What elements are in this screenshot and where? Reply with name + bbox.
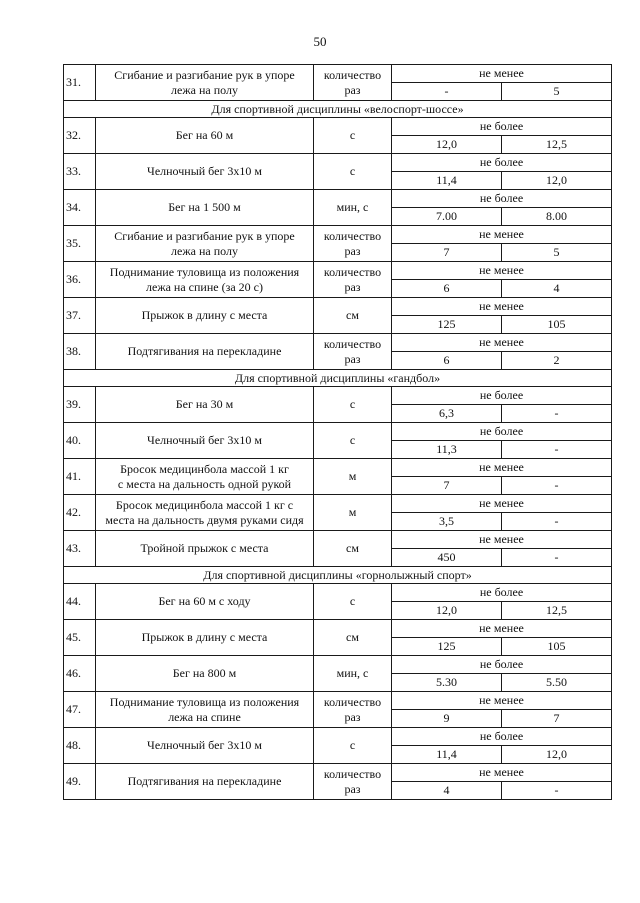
table-row (64, 226, 612, 244)
unit-line: раз (344, 781, 361, 796)
unit-line: раз (344, 82, 361, 97)
norm-condition: не более (392, 728, 612, 746)
table-row (64, 584, 612, 602)
standards-table (63, 64, 612, 800)
norm-condition: не менее (392, 692, 612, 710)
exercise-name-line: Подтягивания на перекладине (127, 344, 282, 358)
exercise-name (96, 154, 314, 190)
exercise-name-line: Подтягивания на перекладине (127, 774, 282, 788)
norm-value-2: 105 (502, 638, 612, 656)
unit-line: с (349, 164, 356, 178)
table-row (64, 459, 612, 477)
section-row (64, 101, 612, 118)
norm-value-1: 9 (392, 710, 502, 728)
table-row (64, 620, 612, 638)
exercise-name-line: лежа на полу (171, 243, 238, 258)
norm-value-1: 5.30 (392, 674, 502, 692)
exercise-name (96, 728, 314, 764)
norm-condition: не менее (392, 262, 612, 280)
exercise-name-line: лежа на спине (за 20 с) (146, 279, 263, 294)
item-number: 48. (64, 728, 96, 764)
unit-line: раз (344, 243, 361, 258)
exercise-name (96, 656, 314, 692)
unit-of-measure (314, 262, 392, 298)
exercise-name (96, 531, 314, 567)
norm-condition: не менее (392, 620, 612, 638)
unit-of-measure (314, 334, 392, 370)
norm-value-2: 12,5 (502, 136, 612, 154)
norm-value-2: 12,5 (502, 602, 612, 620)
table-row (64, 423, 612, 441)
norm-condition: не менее (392, 65, 612, 83)
unit-of-measure (314, 656, 392, 692)
section-title: Для спортивной дисциплины «горнолыжный спорт» (64, 567, 612, 584)
exercise-name (96, 423, 314, 459)
exercise-name (96, 298, 314, 334)
unit-line: количество (323, 228, 382, 243)
norm-value-2: 12,0 (502, 746, 612, 764)
exercise-name-line: места на дальность двумя руками сидя (105, 512, 304, 527)
section-title: Для спортивной дисциплины «гандбол» (64, 370, 612, 387)
unit-line: с (349, 397, 356, 411)
exercise-name-line: Челночный бег 3х10 м (147, 164, 262, 178)
unit-of-measure (314, 728, 392, 764)
norm-value-1: 6 (392, 280, 502, 298)
norm-value-1: - (392, 83, 502, 101)
norm-value-2: 7 (502, 710, 612, 728)
norm-value-1: 7 (392, 477, 502, 495)
norm-value-2: - (502, 549, 612, 567)
item-number: 44. (64, 584, 96, 620)
table-row (64, 298, 612, 316)
norm-condition: не более (392, 656, 612, 674)
exercise-name-line: Бег на 800 м (172, 666, 237, 680)
table-row (64, 65, 612, 83)
norm-condition: не более (392, 118, 612, 136)
unit-line: м (348, 469, 357, 483)
unit-line: раз (344, 709, 361, 724)
exercise-name-line: Сгибание и разгибание рук в упоре (114, 67, 295, 82)
exercise-name-line: Челночный бег 3х10 м (147, 738, 262, 752)
norm-condition: не менее (392, 531, 612, 549)
unit-of-measure (314, 692, 392, 728)
exercise-name-line: Бег на 30 м (175, 397, 234, 411)
item-number: 42. (64, 495, 96, 531)
norm-value-2: 2 (502, 352, 612, 370)
unit-line: с (349, 128, 356, 142)
exercise-name (96, 495, 314, 531)
unit-of-measure (314, 118, 392, 154)
norm-condition: не более (392, 190, 612, 208)
exercise-name (96, 764, 314, 800)
table-row (64, 262, 612, 280)
norm-value-2: - (502, 513, 612, 531)
norm-value-2: 5 (502, 244, 612, 262)
unit-of-measure (314, 459, 392, 495)
unit-line: мин, с (336, 200, 369, 214)
table-row (64, 118, 612, 136)
norm-value-1: 125 (392, 638, 502, 656)
exercise-name (96, 65, 314, 101)
item-number: 45. (64, 620, 96, 656)
norm-condition: не менее (392, 226, 612, 244)
norm-condition: не более (392, 387, 612, 405)
unit-of-measure (314, 226, 392, 262)
norm-value-2: 105 (502, 316, 612, 334)
exercise-name-line: Тройной прыжок с места (140, 541, 269, 555)
norm-value-1: 11,3 (392, 441, 502, 459)
exercise-name (96, 387, 314, 423)
exercise-name-line: Поднимание туловища из положения (109, 264, 300, 279)
exercise-name-line: Бег на 60 м (175, 128, 234, 142)
unit-of-measure (314, 298, 392, 334)
norm-condition: не менее (392, 495, 612, 513)
exercise-name (96, 190, 314, 226)
page-number: 50 (313, 34, 327, 49)
exercise-name-line: Бросок медицинбола массой 1 кг с (115, 497, 294, 512)
unit-of-measure (314, 495, 392, 531)
exercise-name-line: Бросок медицинбола массой 1 кг (120, 461, 289, 476)
exercise-name (96, 334, 314, 370)
item-number: 38. (64, 334, 96, 370)
norm-condition: не менее (392, 764, 612, 782)
unit-line: см (346, 308, 359, 322)
table-row (64, 334, 612, 352)
exercise-name-line: Прыжок в длину с места (141, 630, 268, 644)
norm-value-2: 5 (502, 83, 612, 101)
norm-value-2: 8.00 (502, 208, 612, 226)
unit-line: раз (344, 351, 361, 366)
norm-value-2: - (502, 782, 612, 800)
exercise-name-line: лежа на спине (168, 709, 241, 724)
norm-value-1: 125 (392, 316, 502, 334)
section-row (64, 370, 612, 387)
unit-of-measure (314, 620, 392, 656)
norm-condition: не более (392, 154, 612, 172)
norm-value-2: - (502, 441, 612, 459)
table-row (64, 728, 612, 746)
unit-of-measure (314, 531, 392, 567)
exercise-name (96, 620, 314, 656)
exercise-name (96, 226, 314, 262)
norm-condition: не менее (392, 459, 612, 477)
section-row (64, 567, 612, 584)
item-number: 31. (64, 65, 96, 101)
item-number: 41. (64, 459, 96, 495)
item-number: 33. (64, 154, 96, 190)
norm-value-2: - (502, 405, 612, 423)
item-number: 37. (64, 298, 96, 334)
table-row (64, 190, 612, 208)
unit-of-measure (314, 387, 392, 423)
exercise-name (96, 692, 314, 728)
norm-value-1: 12,0 (392, 136, 502, 154)
unit-line: количество (323, 766, 382, 781)
table-row (64, 387, 612, 405)
norm-value-1: 7.00 (392, 208, 502, 226)
norm-value-1: 12,0 (392, 602, 502, 620)
unit-line: раз (344, 279, 361, 294)
norm-value-1: 7 (392, 244, 502, 262)
unit-of-measure (314, 423, 392, 459)
item-number: 39. (64, 387, 96, 423)
table-row (64, 531, 612, 549)
norm-value-1: 11,4 (392, 172, 502, 190)
norm-value-1: 450 (392, 549, 502, 567)
item-number: 40. (64, 423, 96, 459)
norm-value-1: 11,4 (392, 746, 502, 764)
unit-of-measure (314, 764, 392, 800)
exercise-name-line: Бег на 1 500 м (168, 200, 241, 214)
exercise-name (96, 459, 314, 495)
norm-value-2: 12,0 (502, 172, 612, 190)
item-number: 32. (64, 118, 96, 154)
norm-condition: не более (392, 423, 612, 441)
standards-table-body (64, 65, 612, 800)
item-number: 47. (64, 692, 96, 728)
table-row (64, 495, 612, 513)
unit-line: мин, с (336, 666, 369, 680)
norm-condition: не более (392, 584, 612, 602)
section-title: Для спортивной дисциплины «велоспорт-шоссе» (64, 101, 612, 118)
unit-line: количество (323, 694, 382, 709)
norm-condition: не менее (392, 334, 612, 352)
exercise-name-line: Бег на 60 м с ходу (158, 594, 251, 608)
table-row (64, 692, 612, 710)
norm-value-1: 6,3 (392, 405, 502, 423)
exercise-name (96, 262, 314, 298)
unit-line: м (348, 505, 357, 519)
item-number: 49. (64, 764, 96, 800)
norm-condition: не менее (392, 298, 612, 316)
norm-value-2: - (502, 477, 612, 495)
table-row (64, 764, 612, 782)
unit-line: количество (323, 264, 382, 279)
exercise-name-line: лежа на полу (171, 82, 238, 97)
norm-value-2: 4 (502, 280, 612, 298)
item-number: 36. (64, 262, 96, 298)
exercise-name (96, 584, 314, 620)
exercise-name (96, 118, 314, 154)
table-row (64, 656, 612, 674)
unit-line: с (349, 594, 356, 608)
unit-line: с (349, 433, 356, 447)
unit-line: с (349, 738, 356, 752)
unit-line: см (346, 541, 359, 555)
exercise-name-line: Прыжок в длину с места (141, 308, 268, 322)
unit-line: см (346, 630, 359, 644)
item-number: 34. (64, 190, 96, 226)
exercise-name-line: Челночный бег 3х10 м (147, 433, 262, 447)
norm-value-1: 4 (392, 782, 502, 800)
table-row (64, 154, 612, 172)
item-number: 43. (64, 531, 96, 567)
unit-line: количество (323, 336, 382, 351)
item-number: 35. (64, 226, 96, 262)
unit-of-measure (314, 584, 392, 620)
exercise-name-line: с места на дальность одной рукой (117, 476, 292, 491)
item-number: 46. (64, 656, 96, 692)
exercise-name-line: Поднимание туловища из положения (109, 694, 300, 709)
unit-of-measure (314, 65, 392, 101)
unit-of-measure (314, 190, 392, 226)
unit-line: количество (323, 67, 382, 82)
exercise-name-line: Сгибание и разгибание рук в упоре (114, 228, 295, 243)
norm-value-1: 3,5 (392, 513, 502, 531)
norm-value-2: 5.50 (502, 674, 612, 692)
unit-of-measure (314, 154, 392, 190)
norm-value-1: 6 (392, 352, 502, 370)
